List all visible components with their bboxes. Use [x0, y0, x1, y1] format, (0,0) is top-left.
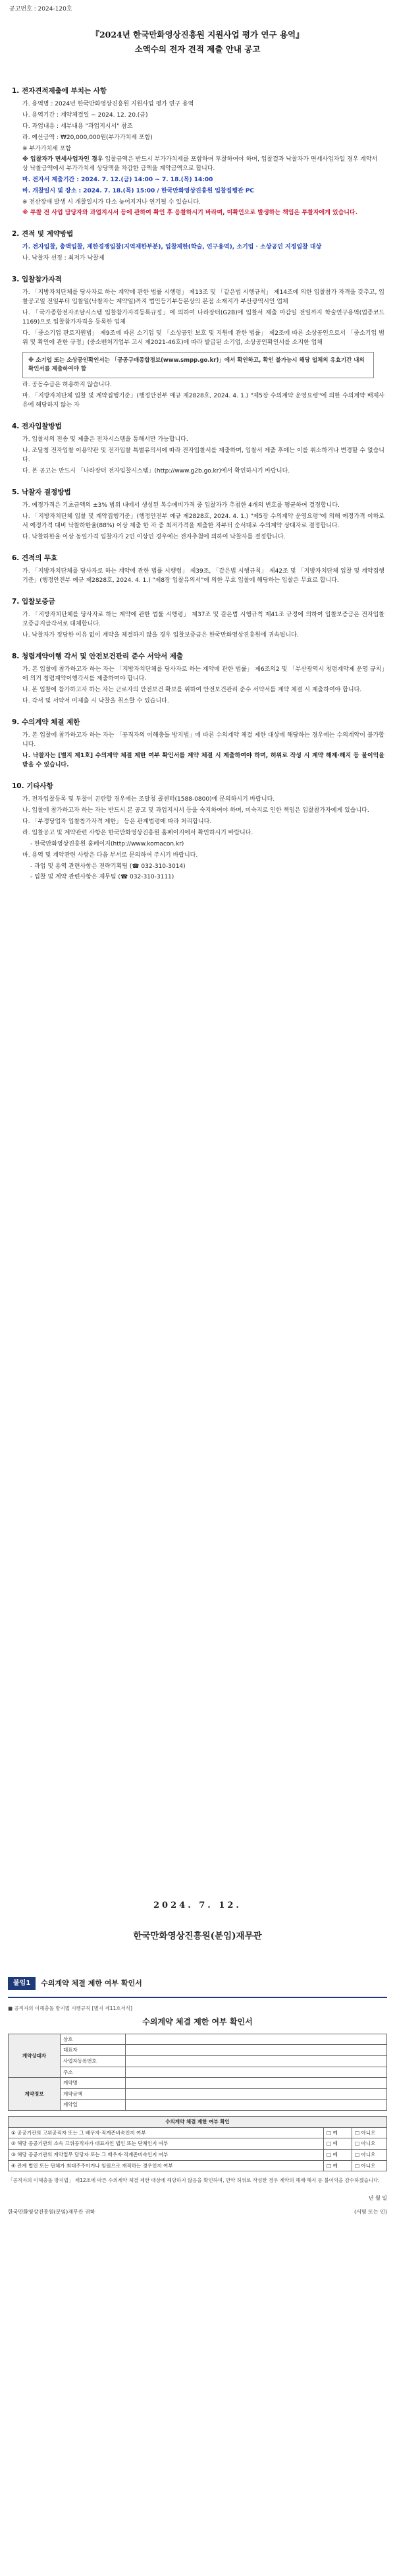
item: 가. 입찰서의 전송 및 제출은 전자시스템을 통해서만 가능합니다. [22, 436, 188, 444]
check-question: ③ 해당 공공기관의 계약업무 담당자 또는 그 배우자·직계존비속인지 여부 [9, 2149, 324, 2160]
note-warning: ※ 투찰 전 사업 담당자와 과업지시서 등에 관하여 확인 후 응찰하시기 바라며, 미확인으로 발생하는 책임은 투찰자에게 있습니다. [22, 209, 358, 216]
item: 가. 「지방자치단체를 당사자로 하는 계약에 관한 법률 시행령」 제37조 및 같은법 시행규칙 제41조 규정에 의하여 입찰보증금은 전자입찰보증금지급각서로 대체합니다. [22, 612, 384, 628]
item: 다. 낙찰하한율 이상 동일가격 입찰자가 2인 이상인 경우에는 전자추첨에 의하여 낙찰자를 결정합니다. [22, 533, 286, 540]
contract-header: 계약정보 [9, 2078, 61, 2111]
attachment-header [8, 1977, 387, 1990]
contact-item: - 입찰 및 계약 관련사항은 재무팀 (☎ 032-310-3111) [30, 873, 174, 880]
cell-label: 사업자등록번호 [61, 2055, 126, 2067]
issuing-organization: 한국만화영상진흥원(분임)재무관 [133, 1931, 262, 1941]
no-checkbox[interactable]: □ 아니오 [352, 2160, 387, 2171]
section-heading: 3. 입찰참가자격 [12, 275, 62, 283]
check-question: ② 해당 공공기관의 소속 고위공직자가 대표자인 법인 또는 단체인지 여부 [9, 2138, 324, 2150]
item: 다. 「중소기업 판로지원법」 제9조에 따른 소기업 및 「소상공인 보호 및 지원에 관한 법률」 제2조에 따른 소상공인으로서 「중소기업 범위 및 확인에 관한 규정」(중소벤처기업부 고시 제2021-46호)에 따라 발급된 소기업, 소상공인확인서를 소지한 업체 [22, 329, 384, 346]
item: 가. 본 입찰에 참가하고자 하는 자는 「공직자의 이해충돌 방지법」에 따른 수의계약 체결 제한 대상에 해당하는 경우에는 수의계약이 불가합니다. [22, 732, 384, 749]
section-heading: 4. 전자입찰방법 [12, 422, 62, 430]
section-1 [12, 86, 384, 218]
section-2 [12, 229, 384, 264]
cell-label: 대표자 [61, 2045, 126, 2056]
contract-date-field[interactable] [126, 2100, 387, 2111]
item: 다. 본 공고는 반드시 「나라장터 전자입찰시스템」(http://www.g2b.go.kr)에서 확인하시기 바랍니다. [22, 467, 290, 474]
item: 다. 「부정당업자 입찰참가자격 제한」 등은 관계법령에 따라 처리합니다. [22, 818, 212, 826]
yes-checkbox[interactable]: □ 예 [324, 2160, 352, 2171]
business-number-field[interactable] [126, 2055, 387, 2067]
notice-date: 2024. 7. 12. [153, 1901, 242, 1910]
address-field[interactable] [126, 2067, 387, 2078]
section-5 [12, 487, 384, 542]
section-heading: 1. 전자견적제출에 부치는 사항 [12, 87, 107, 95]
attachment-title: 수의계약 체결 제한 여부 확인서 [41, 1979, 142, 1988]
item: 마. 전자서 제출기간 : 2024. 7. 12.(금) 14:00 ~ 7. 18.(목) 14:00 [22, 176, 213, 183]
item: 가. 용역명 : 2024년 한국만화영상진흥원 지원사업 평가 연구 용역 [22, 101, 194, 108]
yes-checkbox[interactable]: □ 예 [324, 2149, 352, 2160]
attachment-form [8, 1977, 387, 2216]
no-checkbox[interactable]: □ 아니오 [352, 2149, 387, 2160]
item: 나. 조달청 전자입찰 이용약관 및 전자입찰 특별유의서에 따라 전자입찰서를 제출하며, 입찰서 제출 후에는 이를 취소하거나 변경할 수 없습니다. [22, 447, 384, 463]
party-header: 계약상대자 [9, 2034, 61, 2078]
section-heading: 7. 입찰보증금 [12, 597, 55, 606]
sign-row [8, 2208, 387, 2216]
divider [8, 1997, 387, 1998]
item: 다. 각서 및 서약서 미제출 시 낙찰을 취소할 수 있습니다. [22, 698, 169, 705]
contract-amount-field[interactable] [126, 2088, 387, 2100]
contract-name-field[interactable] [126, 2078, 387, 2089]
item: 가. 전자입찰, 총액입찰, 제한경쟁입찰(지역제한부분), 입찰제한(학술, 연구용역), 소기업 · 소상공인 지정입찰 대상 [22, 243, 322, 250]
section-3 [12, 274, 384, 411]
section-heading: 6. 견적의 무효 [12, 554, 58, 562]
check-question: ④ 관계 법인 또는 단체가 최대주주이거나 임원으로 재직하는 경우인지 여부 [9, 2160, 324, 2171]
yes-checkbox[interactable]: □ 예 [324, 2127, 352, 2138]
item: 나. 낙찰자가 정당한 이유 없이 계약을 체결하지 않을 경우 입찰보증금은 한국만화영상진흥원에 귀속됩니다. [22, 632, 299, 639]
title-line-2: 소액수의 전자 견적 제출 안내 공고 [134, 44, 261, 54]
item: 바. 개찰일시 및 장소 : 2024. 7. 18.(목) 15:00 / 한국만화영상진흥원 입찰집행관 PC [22, 187, 255, 194]
section-heading: 10. 기타사항 [12, 782, 53, 791]
item: 가. 본 입찰에 참가하고자 하는 자는 「지방자치단체를 당사자로 하는 계약에 관한 법률」 제6조의2 및 「부산광역시 청렴계약제 운영 규칙」에 의거 청렴계약이행각서를 제출하여야 합니다. [22, 666, 384, 683]
form-title: 수의계약 체결 제한 여부 확인서 [142, 2017, 253, 2027]
section-heading: 2. 견적 및 계약방법 [12, 229, 74, 238]
cell-label: 계약명 [61, 2078, 126, 2089]
item: 가. 전자입찰등록 및 투찰이 곤란할 경우에는 조달청 콜센터(1588-0800)에 문의하시기 바랍니다. [22, 796, 275, 803]
cell-label: 계약일 [61, 2100, 126, 2111]
item: 다. 과업내용 : 세부내용 "과업지시서" 참조 [22, 123, 133, 130]
no-checkbox[interactable]: □ 아니오 [352, 2127, 387, 2138]
notice-body [12, 86, 384, 893]
homepage-link[interactable]: - 한국만화영상진흥원 홈페이지(http://www.komacon.kr) [30, 841, 184, 848]
cell-label: 주소 [61, 2067, 126, 2078]
no-checkbox[interactable]: □ 아니오 [352, 2138, 387, 2150]
section-10 [12, 781, 384, 882]
signature-field[interactable]: (서명 또는 인) [354, 2208, 387, 2215]
item: 라. 예산금액 : ₩20,000,000원(부가가치세 포함) [22, 134, 153, 142]
yes-checkbox[interactable]: □ 예 [324, 2138, 352, 2150]
cell-label: 계약금액 [61, 2088, 126, 2100]
item: 나. 「국가종합전자조달시스템 입찰참가자격등록규정」에 의하여 나라장터(G2B)에 입찰서 제출 마감일 전일까지 학술연구용역(업종코드 1169)으로 입찰참가자격을 등록한 업체 [22, 309, 384, 326]
notice-title [0, 28, 395, 57]
note-box: ※ 소기업 또는 소상공인확인서는 「공공구매종합정보(www.smpp.go.kr)」에서 확인하고, 확인 불가능시 해당 업체의 유효기간 내의 확인서를 제출하여야 함 [22, 352, 374, 378]
company-name-field[interactable] [126, 2034, 387, 2045]
item: 나. 「지방자치단체 입찰 및 계약집행기준」(행정안전부 예규 제2828호, 2024. 4. 1.) "제5장 수의계약 운영요령"에 의해 예정가격 이하로서 예정가격 대비 낙찰하한율(88%) 이상 제출 한 자 중 최저가격을 제출한 자부터 순서대로 수의계약 상대자로 결정합니다. [22, 513, 384, 529]
contractor-table [8, 2034, 387, 2111]
representative-field[interactable] [126, 2045, 387, 2056]
sign-recipient: 한국만화영상진흥원(분임)재무관 귀하 [8, 2208, 95, 2215]
form-declaration: 「공직자의 이해충돌 방지법」 제12조에 따른 수의계약 체결 제한 대상에 해당하지 않음을 확인하며, 만약 허위로 작성한 경우 계약의 해제·해지 등 불이익을 감수하겠습니다. [8, 2177, 380, 2184]
section-6 [12, 553, 384, 586]
section-heading: 5. 낙찰자 결정방법 [12, 488, 71, 496]
section-heading: 8. 청렴계약이행 각서 및 안전보건관리 준수 서약서 제출 [12, 652, 184, 661]
item: 나. 낙찰자 선정 : 최저가 낙찰제 [22, 254, 105, 262]
item: 라. 입찰공고 및 계약관련 사항은 한국만화영상진흥원 홈페이지에서 확인하시기 바랍니다. [22, 830, 253, 837]
title-line-1: 『2024년 한국만화영상진흥원 지원사업 평가 연구 용역』 [91, 30, 304, 40]
notice-number: 공고번호 : 2024-120호 [9, 6, 72, 13]
item: 나. 입찰에 참가하고자 하는 자는 반드시 본 공고 및 과업지시서 등을 숙지하여야 하며, 미숙지로 인한 책임은 입찰참가자에게 있습니다. [22, 807, 369, 815]
note: ※ 부가가치세 포함 [22, 146, 72, 153]
section-4 [12, 421, 384, 476]
contact-item: - 과업 및 용역 관련사항은 전략기획팀 (☎ 032-310-3014) [30, 863, 186, 870]
cell-label: 상호 [61, 2034, 126, 2045]
section-7 [12, 596, 384, 641]
item: 나. 용역기간 : 계약체결일 ~ 2024. 12. 20.(금) [22, 112, 148, 119]
item: 나. 본 입찰에 참가하고자 하는 자는 근로자의 안전보건 확보를 위하여 안전보건관리 준수 서약서를 계약 체결 시 제출하여야 합니다. [22, 687, 362, 694]
attachment-tag: 붙임1 [8, 1977, 36, 1990]
item: 마. 용역 및 계약관련 사항은 다음 부서로 문의하여 주시기 바랍니다. [22, 852, 198, 859]
item: 마. 「지방자치단체 입찰 및 계약집행기준」(행정안전부 예규 제2828호, 2024. 4. 1.) "제5장 수의계약 운영요령"에 의한 수의계약 배제사유에 해당하지 않는 자 [22, 392, 384, 409]
item: 가. 「지방자치단체를 당사자로 하는 계약에 관한 법률 시행령」 제13조 및 「같은법 시행규칙」 제14조에 의한 입찰참가 자격을 갖추고, 입찰공고일 전일부터 입찰일(낙찰자는 계약일)까지 법인등기부등본상의 본점 소재지가 부산광역시인 업체 [22, 289, 384, 305]
item: 가. 예정가격은 기초금액의 ±3% 범위 내에서 생성된 복수예비가격 중 입찰자가 추첨한 4개의 번호를 평균하여 결정합니다. [22, 502, 340, 509]
section-8 [12, 651, 384, 706]
section-heading: 9. 수의계약 체결 제한 [12, 718, 80, 727]
item: 가. 「지방자치단체를 당사자로 하는 계약에 관한 법률 시행령」 제39조, 「같은법 시행규칙」 제42조 및 「지방자치단체 입찰 및 계약집행기준」(행정안전부 예규 제2828호, 2024. 4. 1.) "제8장 입찰유의서"에 의한 무효 입찰에 해당하는 입찰은 무효로 합니다. [22, 568, 384, 584]
item: 나. 낙찰자는 [별지 제1호] 수의계약 체결 제한 여부 확인서를 계약 체결 시 제출하여야 하며, 허위로 작성 시 계약 해제·해지 등 불이익을 받을 수 있습니다. [22, 753, 384, 769]
item: 라. 공동수급은 허용하지 않습니다. [22, 381, 113, 388]
note: ※ 입찰자가 면세사업자인 경우 입찰금액은 반드시 부가가치세를 포함하여 투찰하여야 하며, 입찰결과 낙찰자가 면세사업자일 경우 계약서 상 낙찰금액에서 부가가치세 상당액을 차감한 금액을 계약금액으로 합니다. [22, 156, 378, 172]
form-regulation-note: ■ 공직자의 이해충돌 방지법 시행규칙 [별지 제11호서식] [8, 2005, 132, 2011]
check-table-header: 수의계약 체결 제한 여부 확인 [9, 2117, 387, 2128]
section-9 [12, 717, 384, 770]
restriction-check-table [8, 2116, 387, 2171]
sign-date: 년 월 일 [368, 2195, 387, 2202]
check-question: ① 공공기관의 고위공직자 또는 그 배우자·직계존비속인지 여부 [9, 2127, 324, 2138]
note: ※ 전산장애 발생 시 개찰일시가 다소 늦어지거나 연기될 수 있습니다. [22, 198, 201, 206]
